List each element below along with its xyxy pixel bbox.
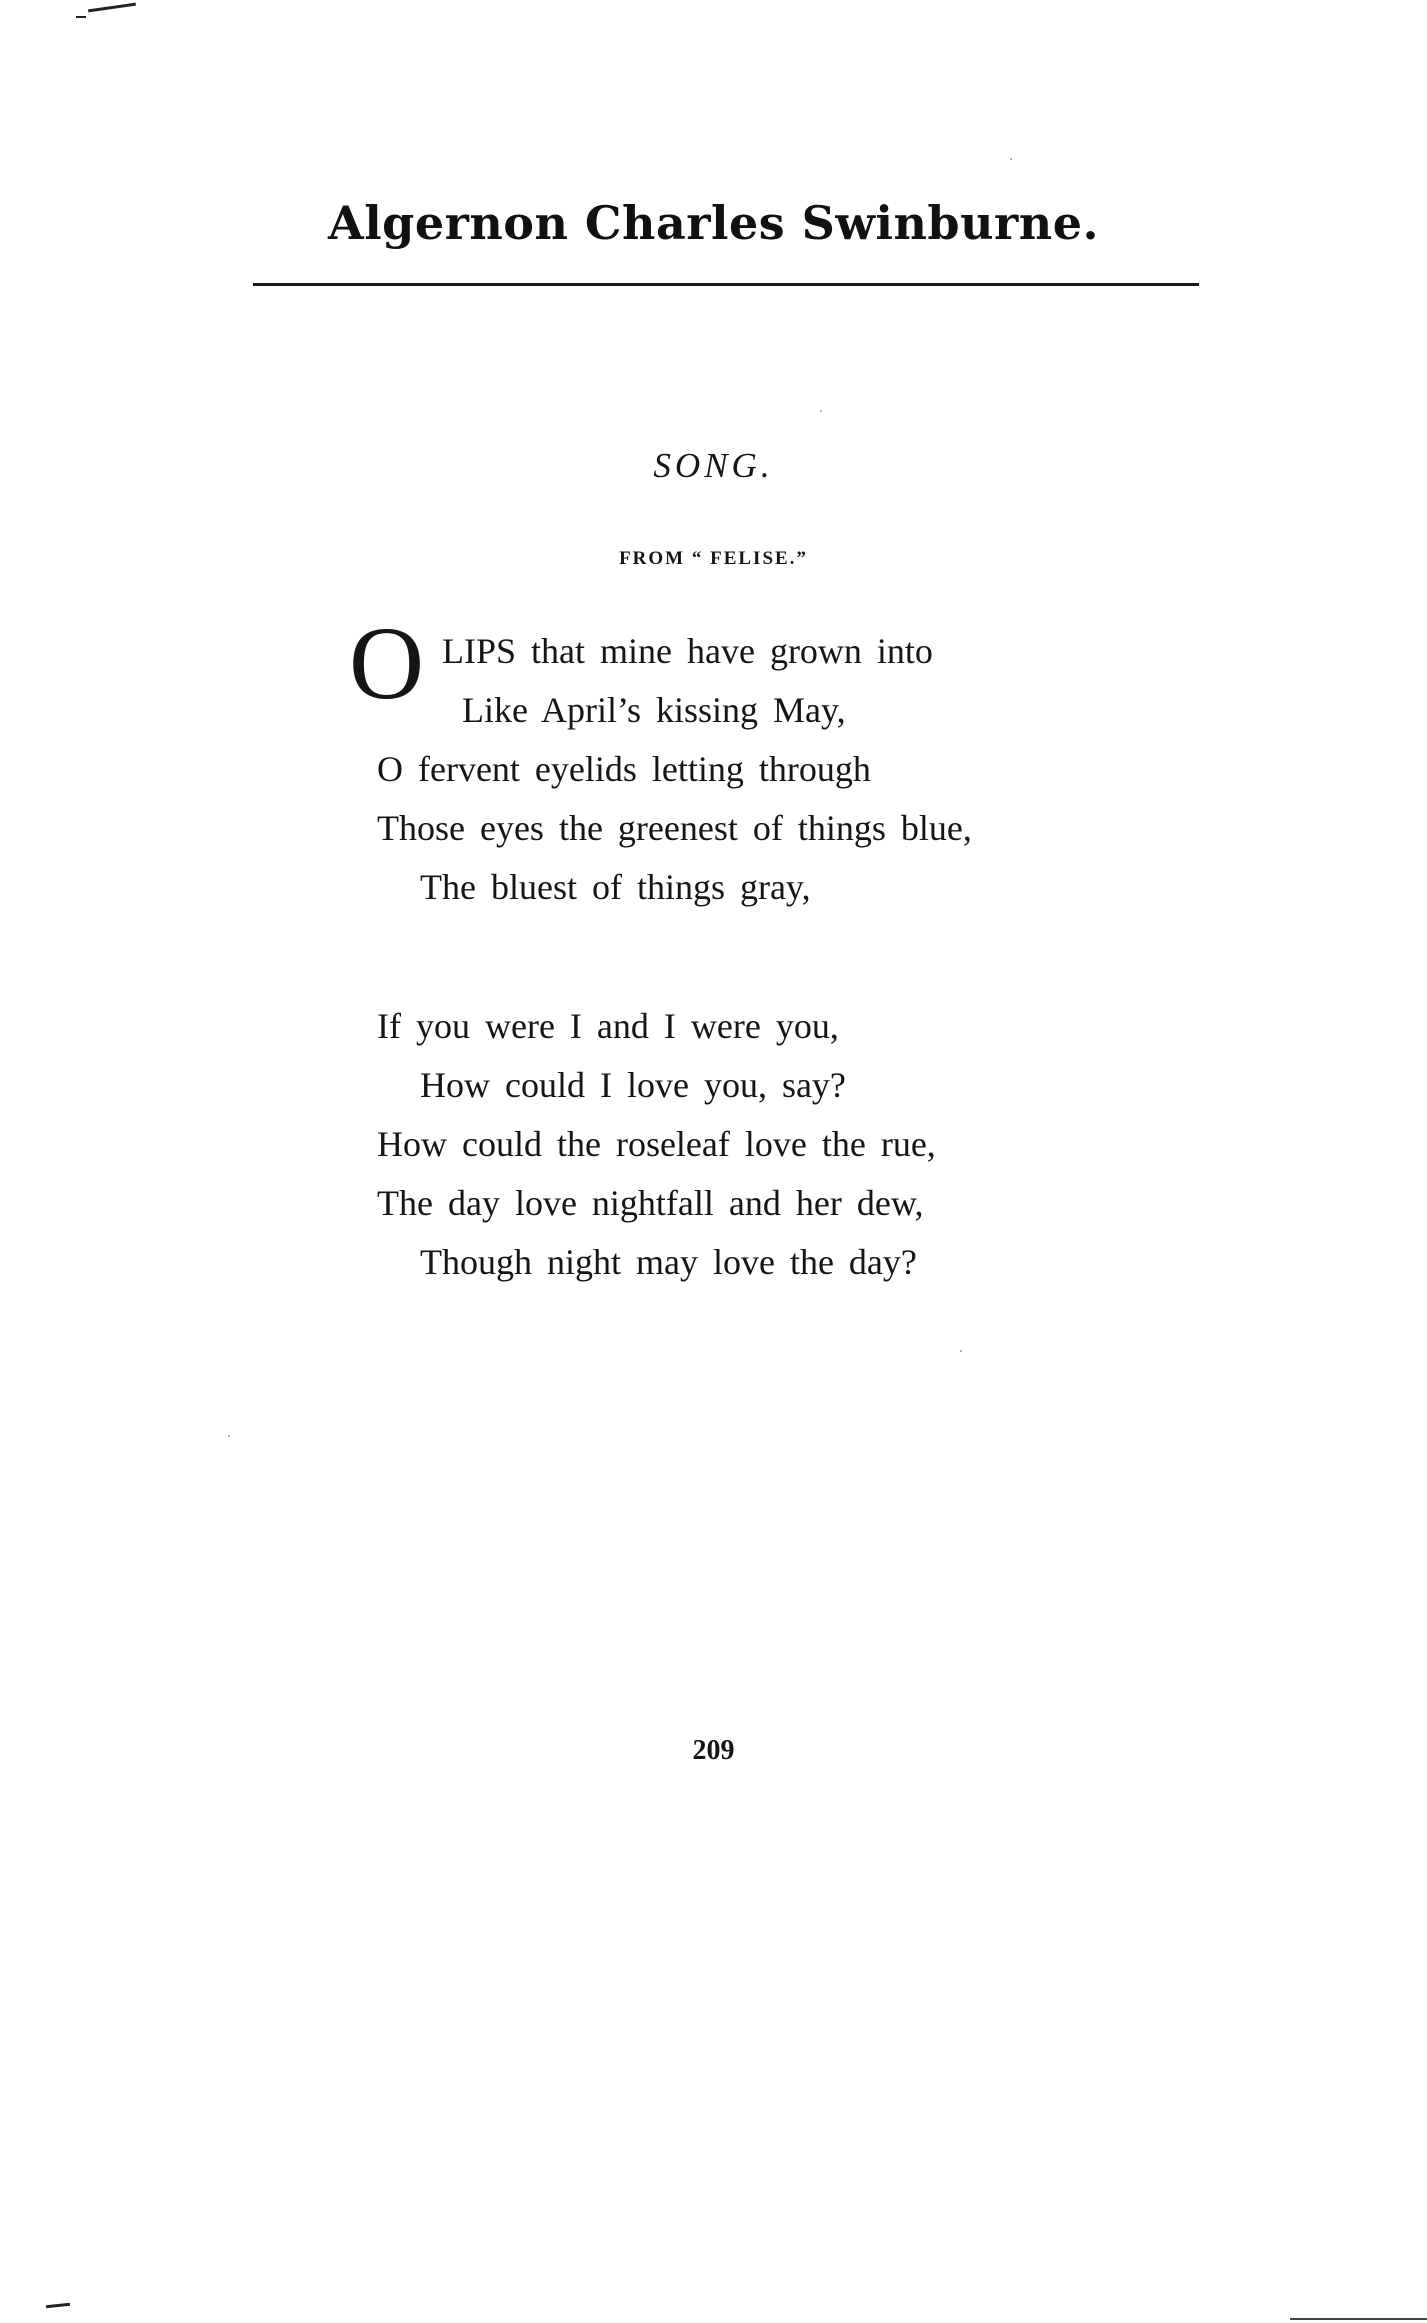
poem-line: How could the roseleaf love the rue,	[377, 1124, 936, 1164]
poem-line: LIPS that mine have grown into	[442, 631, 933, 671]
poem-line: How could I love you, say?	[420, 1065, 846, 1105]
header-rule	[253, 283, 1199, 286]
poem-line: Those eyes the greenest of things blue,	[377, 808, 972, 848]
poem-line: The bluest of things gray,	[420, 867, 811, 907]
poem-title: SONG.	[653, 446, 774, 485]
poem-line: O fervent eyelids letting through	[377, 749, 871, 789]
speck	[960, 1350, 962, 1352]
corner-mark-top	[88, 3, 136, 13]
corner-mark-bottom	[46, 2303, 70, 2308]
poem-line: The day love nightfall and her dew,	[377, 1183, 924, 1223]
running-title: Algernon Charles Swinburne.	[328, 196, 1099, 250]
speck	[1010, 158, 1012, 160]
page-number: 209	[692, 1735, 735, 1766]
speck	[820, 410, 822, 412]
speck	[228, 1435, 230, 1437]
poem-source: FROM “ FELISE.”	[619, 548, 808, 569]
poem-line: Like April’s kissing May,	[462, 690, 846, 730]
bottom-edge-rule	[1290, 2318, 1427, 2320]
poem-line: If you were I and I were you,	[377, 1006, 839, 1046]
poem-line: Though night may love the day?	[420, 1242, 917, 1282]
drop-cap: O	[349, 606, 425, 721]
corner-mark-top-tick	[76, 16, 86, 18]
